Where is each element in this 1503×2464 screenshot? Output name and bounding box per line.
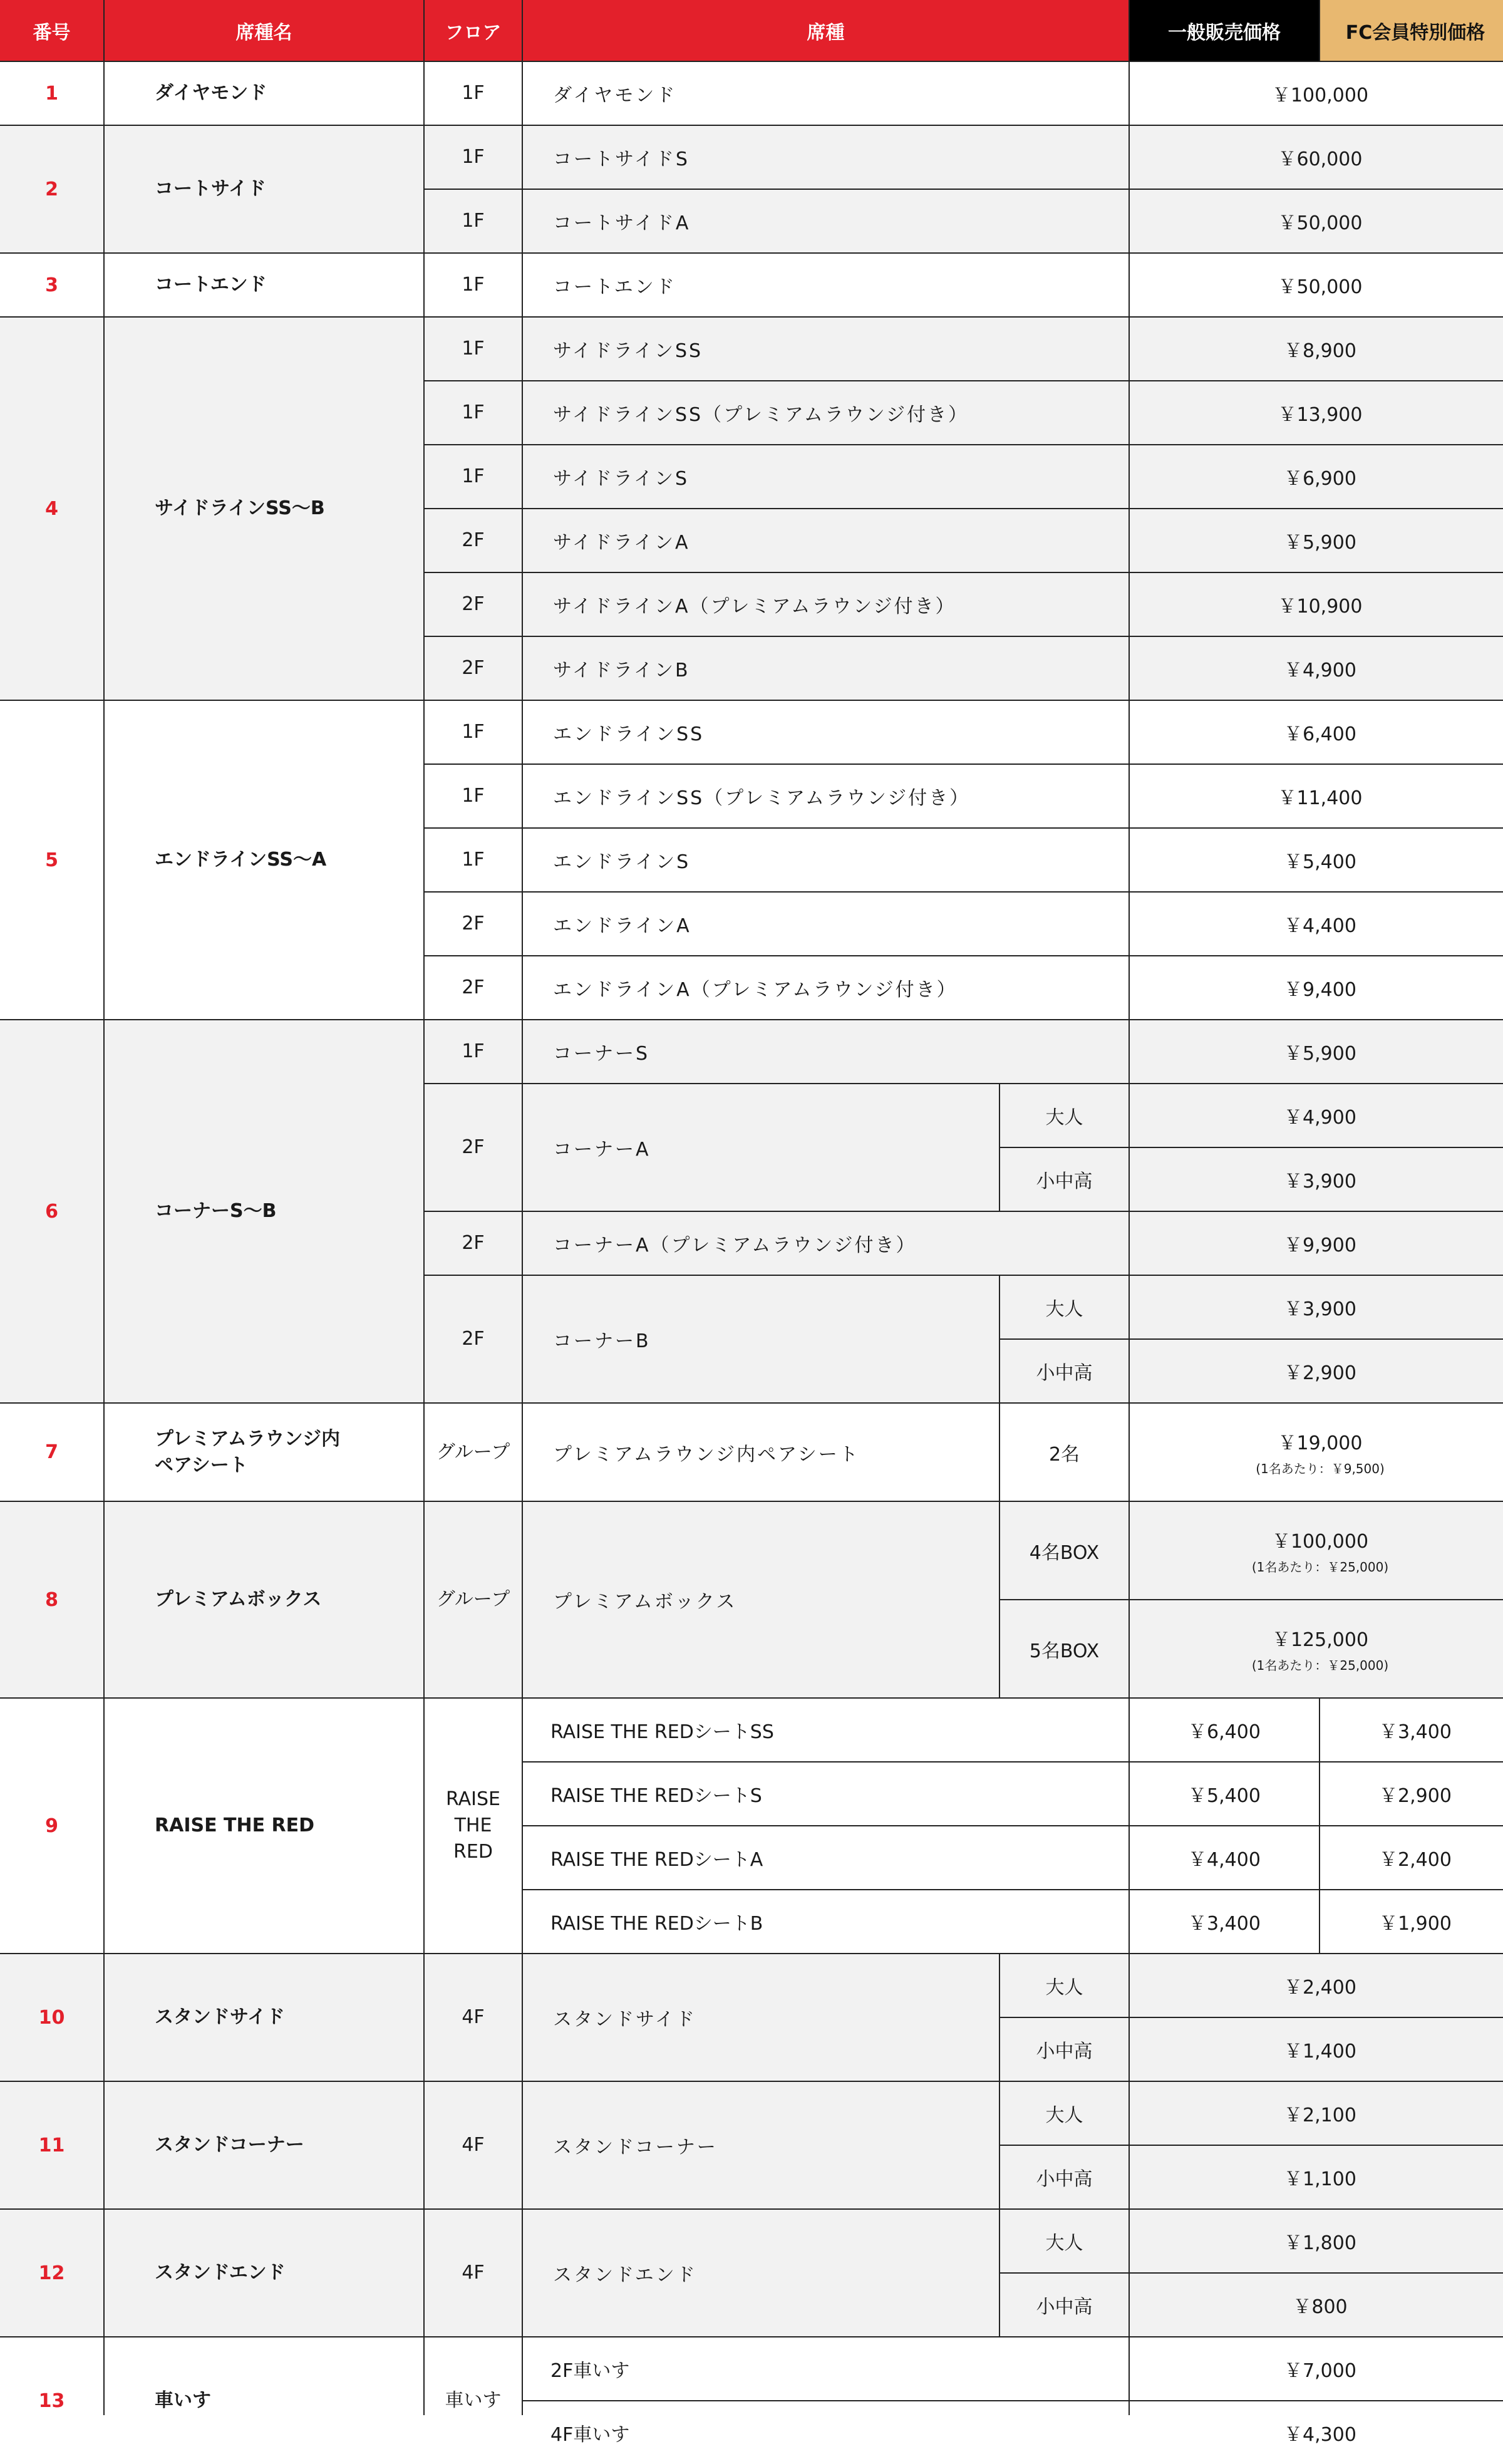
- seat-type: コーナーS: [523, 1020, 1129, 1083]
- seat-type: 2F車いす: [523, 2337, 1129, 2400]
- per-person-price: (1名あたり：￥9,500): [1256, 1461, 1385, 1476]
- row-number: 2: [0, 126, 103, 252]
- audience-type: 大人: [1000, 1084, 1129, 1147]
- seat-type: サイドラインB: [523, 637, 1129, 700]
- floor: グループ: [425, 1502, 522, 1697]
- floor: 2F: [425, 1084, 522, 1211]
- seat-type: サイドラインS: [523, 445, 1129, 508]
- row-number: 8: [0, 1502, 103, 1697]
- floor: 1F: [425, 126, 522, 189]
- general-price: ￥5,400: [1130, 1763, 1319, 1825]
- price: ￥8,900: [1130, 318, 1503, 380]
- floor: 1F: [425, 254, 522, 316]
- price: ￥100,000 (1名あたり：￥25,000): [1130, 1502, 1503, 1599]
- price: ￥5,900: [1130, 509, 1503, 572]
- audience-type: 大人: [1000, 1276, 1129, 1338]
- price: ￥2,100: [1130, 2082, 1503, 2145]
- general-price: ￥6,400: [1130, 1699, 1319, 1761]
- price: ￥4,400: [1130, 893, 1503, 955]
- header-general-price: 一般販売価格: [1130, 0, 1319, 61]
- audience-type: 小中高: [1000, 2146, 1129, 2208]
- seat-name: エンドラインSS～A: [105, 701, 423, 1019]
- audience-type: 大人: [1000, 1954, 1129, 2017]
- header-floor: フロア: [425, 0, 522, 61]
- seat-name: スタンドコーナー: [105, 2082, 423, 2208]
- floor: 4F: [425, 1954, 522, 2081]
- seat-name: ダイヤモンド: [105, 62, 423, 125]
- price: ￥50,000: [1130, 190, 1503, 252]
- price: ￥11,400: [1130, 765, 1503, 827]
- fc-price: ￥1,900: [1320, 1890, 1503, 1953]
- row-number: 12: [0, 2210, 103, 2336]
- floor: 1F: [425, 701, 522, 764]
- seat-name: スタンドサイド: [105, 1954, 423, 2081]
- floor: 4F: [425, 2210, 522, 2336]
- seat-type: サイドラインSS: [523, 318, 1129, 380]
- seat-type: コーナーA（プレミアムラウンジ付き）: [523, 1212, 1129, 1275]
- floor: 2F: [425, 956, 522, 1019]
- seat-name: プレミアムラウンジ内 ペアシート: [105, 1404, 423, 1501]
- price: ￥10,900: [1130, 573, 1503, 636]
- price: ￥60,000: [1130, 126, 1503, 189]
- price: ￥3,900: [1130, 1148, 1503, 1211]
- seat-type: スタンドサイド: [523, 1954, 999, 2081]
- price: ￥3,900: [1130, 1276, 1503, 1338]
- audience-type: 大人: [1000, 2210, 1129, 2272]
- price: ￥4,900: [1130, 1084, 1503, 1147]
- seat-type: コートエンド: [523, 254, 1129, 316]
- per-person-price: (1名あたり：￥25,000): [1251, 1560, 1389, 1575]
- price: ￥1,100: [1130, 2146, 1503, 2208]
- seat-type: RAISE THE REDシートA: [523, 1826, 1129, 1889]
- row-number: 6: [0, 1020, 103, 1402]
- price: ￥5,900: [1130, 1020, 1503, 1083]
- floor: 1F: [425, 381, 522, 444]
- audience-type: 小中高: [1000, 1340, 1129, 1402]
- per-person-price: (1名あたり：￥25,000): [1251, 1658, 1389, 1673]
- audience-type: 大人: [1000, 2082, 1129, 2145]
- floor: 2F: [425, 893, 522, 955]
- seat-type: サイドラインA: [523, 509, 1129, 572]
- floor: 1F: [425, 1020, 522, 1083]
- floor: 1F: [425, 318, 522, 380]
- row-number: 9: [0, 1699, 103, 1953]
- floor: 車いす: [425, 2337, 522, 2464]
- seat-type: エンドラインA: [523, 893, 1129, 955]
- seat-type: ダイヤモンド: [523, 62, 1129, 125]
- floor: 2F: [425, 573, 522, 636]
- floor: 2F: [425, 509, 522, 572]
- floor: 4F: [425, 2082, 522, 2208]
- general-price: ￥4,400: [1130, 1826, 1319, 1889]
- fc-price: ￥2,900: [1320, 1763, 1503, 1825]
- seat-type: スタンドエンド: [523, 2210, 999, 2336]
- floor: 1F: [425, 765, 522, 827]
- seat-name: プレミアムボックス: [105, 1502, 423, 1697]
- general-price: ￥3,400: [1130, 1890, 1319, 1953]
- seat-type: サイドラインSS（プレミアムラウンジ付き）: [523, 381, 1129, 444]
- seat-name: コートサイド: [105, 126, 423, 252]
- seat-name: 車いす: [105, 2337, 423, 2464]
- seat-type: RAISE THE REDシートB: [523, 1890, 1129, 1953]
- seat-type: コートサイドS: [523, 126, 1129, 189]
- audience-type: 小中高: [1000, 2018, 1129, 2081]
- fc-price: ￥2,400: [1320, 1826, 1503, 1889]
- seat-name: サイドラインSS～B: [105, 318, 423, 700]
- floor: 1F: [425, 190, 522, 252]
- price: ￥19,000 (1名あたり：￥9,500): [1130, 1404, 1503, 1501]
- header-fc-price: FC会員特別価格: [1320, 0, 1503, 61]
- audience-type: 小中高: [1000, 1148, 1129, 1211]
- price: ￥4,300: [1130, 2401, 1503, 2464]
- price: ￥9,400: [1130, 956, 1503, 1019]
- row-number: 13: [0, 2337, 103, 2464]
- seat-type: エンドラインS: [523, 829, 1129, 891]
- fc-price: ￥3,400: [1320, 1699, 1503, 1761]
- price: ￥1,800: [1130, 2210, 1503, 2272]
- seat-name: RAISE THE RED: [105, 1699, 423, 1953]
- seat-type: プレミアムボックス: [523, 1502, 999, 1697]
- header-number: 番号: [0, 0, 103, 61]
- price: ￥125,000 (1名あたり：￥25,000): [1130, 1600, 1503, 1697]
- row-number: 7: [0, 1404, 103, 1501]
- seat-type: コーナーA: [523, 1084, 999, 1211]
- row-number: 10: [0, 1954, 103, 2081]
- price: ￥4,900: [1130, 637, 1503, 700]
- row-number: 1: [0, 62, 103, 125]
- seat-type: エンドラインA（プレミアムラウンジ付き）: [523, 956, 1129, 1019]
- price: ￥800: [1130, 2274, 1503, 2336]
- floor: RAISE THE RED: [425, 1699, 522, 1953]
- group-size: 2名: [1000, 1404, 1129, 1501]
- seat-name: コートエンド: [105, 254, 423, 316]
- group-size: 5名BOX: [1000, 1600, 1129, 1697]
- price: ￥1,400: [1130, 2018, 1503, 2081]
- seat-type: RAISE THE REDシートS: [523, 1763, 1129, 1825]
- price: ￥13,900: [1130, 381, 1503, 444]
- price: ￥5,400: [1130, 829, 1503, 891]
- seat-type: エンドラインSS（プレミアムラウンジ付き）: [523, 765, 1129, 827]
- price: ￥2,900: [1130, 1340, 1503, 1402]
- seat-type: RAISE THE REDシートSS: [523, 1699, 1129, 1761]
- seat-name: スタンドエンド: [105, 2210, 423, 2336]
- seat-type: コートサイドA: [523, 190, 1129, 252]
- row-number: 3: [0, 254, 103, 316]
- floor: グループ: [425, 1404, 522, 1501]
- header-seat-name: 席種名: [105, 0, 423, 61]
- row-number: 4: [0, 318, 103, 700]
- seat-type: プレミアムラウンジ内ペアシート: [523, 1404, 999, 1501]
- seat-type: スタンドコーナー: [523, 2082, 999, 2208]
- header-seat-type: 席種: [523, 0, 1129, 61]
- floor: 1F: [425, 829, 522, 891]
- price: ￥7,000: [1130, 2337, 1503, 2400]
- seat-type: 4F車いす: [523, 2401, 1129, 2464]
- price: ￥6,400: [1130, 701, 1503, 764]
- floor: 1F: [425, 62, 522, 125]
- price: ￥50,000: [1130, 254, 1503, 316]
- floor: 2F: [425, 1276, 522, 1402]
- price: ￥6,900: [1130, 445, 1503, 508]
- floor: 2F: [425, 637, 522, 700]
- price: ￥9,900: [1130, 1212, 1503, 1275]
- seat-type: コーナーB: [523, 1276, 999, 1402]
- seat-type: サイドラインA（プレミアムラウンジ付き）: [523, 573, 1129, 636]
- group-size: 4名BOX: [1000, 1502, 1129, 1599]
- audience-type: 小中高: [1000, 2274, 1129, 2336]
- price: ￥100,000: [1130, 62, 1503, 125]
- row-number: 5: [0, 701, 103, 1019]
- floor: 2F: [425, 1212, 522, 1275]
- row-number: 11: [0, 2082, 103, 2208]
- seat-name: コーナーS～B: [105, 1020, 423, 1402]
- price: ￥2,400: [1130, 1954, 1503, 2017]
- seat-type: エンドラインSS: [523, 701, 1129, 764]
- floor: 1F: [425, 445, 522, 508]
